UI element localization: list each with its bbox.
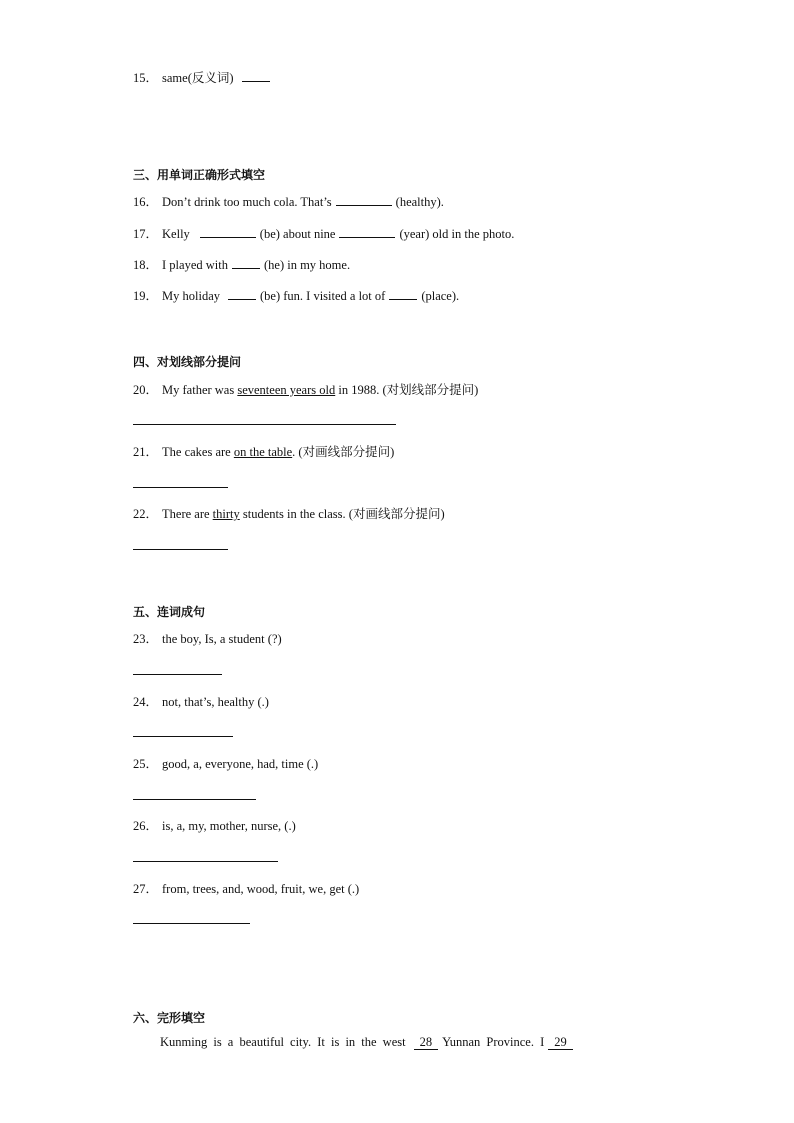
question-text: My holiday — [162, 289, 220, 303]
answer-line[interactable] — [133, 674, 222, 675]
question-text: Don’t drink too much cola. That’s — [162, 195, 332, 209]
section-6-title: 六、完形填空 — [133, 1011, 206, 1025]
question-19 — [133, 286, 459, 304]
question-number: 15． — [133, 71, 159, 85]
section-3-title: 三、用单词正确形式填空 — [133, 168, 266, 182]
underlined-part: thirty — [212, 507, 240, 521]
question-number: 26． — [133, 819, 159, 833]
question-20 — [133, 380, 478, 398]
answer-blank[interactable] — [242, 71, 270, 82]
question-text: from, trees, and, wood, fruit, we, get (.) — [162, 882, 360, 896]
answer-blank[interactable] — [232, 258, 260, 269]
answer-line[interactable] — [133, 923, 250, 924]
cloze-text: Yunnan Province. I — [442, 1035, 545, 1049]
answer-line[interactable] — [133, 799, 256, 800]
question-text: I played with — [162, 258, 228, 272]
question-18 — [133, 255, 350, 273]
answer-blank[interactable] — [389, 289, 417, 300]
underlined-part: on the table — [233, 445, 293, 459]
answer-line[interactable] — [133, 549, 228, 550]
question-number: 18． — [133, 258, 159, 272]
question-number: 23． — [133, 632, 159, 646]
section-5-title: 五、连词成句 — [133, 605, 206, 619]
question-16 — [133, 192, 444, 210]
question-26 — [133, 816, 296, 834]
answer-line[interactable] — [133, 736, 233, 737]
answer-line[interactable] — [133, 861, 278, 862]
answer-line[interactable] — [133, 487, 228, 488]
cloze-blank-29[interactable]: 29 — [548, 1036, 573, 1050]
question-hint: (year) old in the photo. — [399, 227, 515, 241]
question-number: 27． — [133, 882, 159, 896]
question-hint: (place). — [421, 289, 460, 303]
question-25 — [133, 754, 318, 772]
question-number: 17． — [133, 227, 159, 241]
question-text: the boy, Is, a student (?) — [162, 632, 282, 646]
answer-line[interactable] — [133, 424, 396, 425]
question-text: . (对画线部分提问) — [292, 445, 395, 459]
answer-blank[interactable] — [336, 195, 392, 206]
section-4-title: 四、对划线部分提问 — [133, 355, 242, 369]
question-number: 24． — [133, 695, 159, 709]
question-22 — [133, 504, 445, 522]
question-text: There are — [162, 507, 213, 521]
question-text: good, a, everyone, had, time (.) — [162, 757, 319, 771]
question-24 — [133, 692, 269, 710]
question-17 — [133, 224, 514, 242]
question-number: 22． — [133, 507, 159, 521]
question-text: The cakes are — [162, 445, 234, 459]
question-hint: (healthy). — [395, 195, 444, 209]
question-number: 16． — [133, 195, 159, 209]
question-text: (be) fun. I visited a lot of — [260, 289, 386, 303]
question-number: 25． — [133, 757, 159, 771]
question-number: 21． — [133, 445, 159, 459]
question-text: not, that’s, healthy (.) — [162, 695, 269, 709]
question-27 — [133, 879, 359, 897]
cloze-blank-28[interactable]: 28 — [414, 1036, 439, 1050]
question-23 — [133, 629, 282, 647]
question-hint: (he) in my home. — [263, 258, 351, 272]
question-text: is, a, my, mother, nurse, (.) — [162, 819, 296, 833]
question-text: same(反义词) — [162, 71, 234, 85]
cloze-text: Kunming is a beautiful city. It is in the west — [160, 1035, 406, 1049]
answer-blank[interactable] — [200, 227, 256, 238]
cloze-passage-line — [160, 1035, 577, 1050]
question-text: (be) about nine — [259, 227, 336, 241]
answer-blank[interactable] — [339, 227, 395, 238]
answer-blank[interactable] — [228, 289, 256, 300]
question-text: students in the class. (对画线部分提问) — [239, 507, 445, 521]
question-15 — [133, 68, 274, 86]
question-text: in 1988. (对划线部分提问) — [335, 383, 479, 397]
question-number: 20． — [133, 383, 159, 397]
question-text: My father was — [162, 383, 238, 397]
underlined-part: seventeen years old — [237, 383, 336, 397]
question-number: 19． — [133, 289, 159, 303]
question-text: Kelly — [162, 227, 190, 241]
question-21 — [133, 442, 394, 460]
